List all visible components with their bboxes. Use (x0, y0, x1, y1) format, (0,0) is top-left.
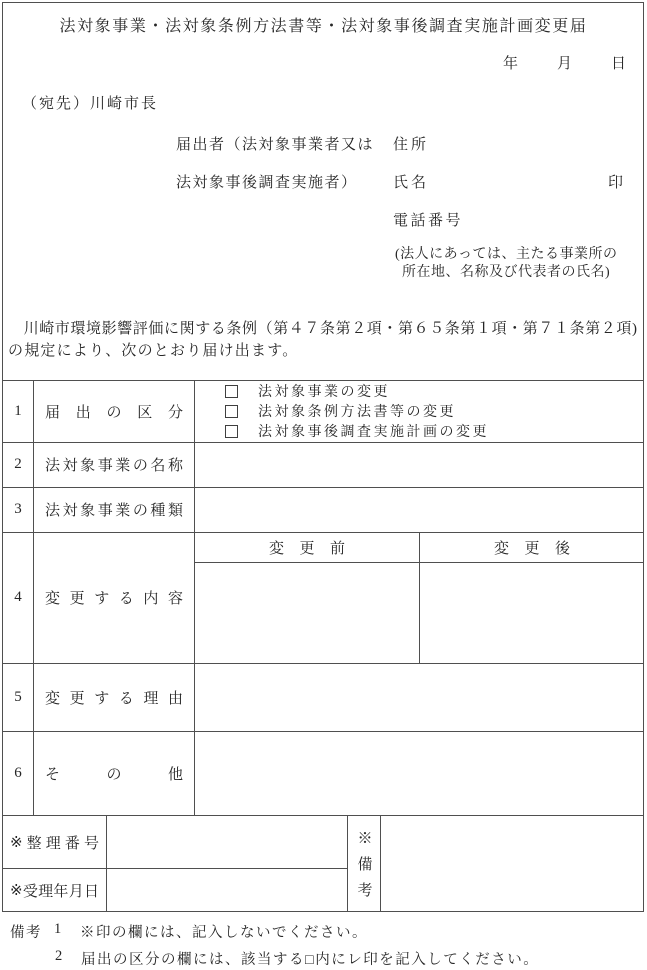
change-before-header: 変 更 前 (269, 540, 345, 557)
row-number-3: 3 (14, 501, 22, 517)
row-number-5: 5 (14, 688, 22, 705)
office-remarks-label: ※備考 (355, 830, 372, 908)
date-month-label: 月 (557, 56, 573, 72)
office-remarks-entry-cell[interactable] (381, 816, 644, 912)
reference-number-label: ※ 整 理 番 号 (10, 834, 99, 852)
row-label-business-name: 法 対 象 事 業 の 名 称 (45, 458, 183, 474)
other-entry-cell[interactable] (195, 732, 643, 814)
name-label: 氏名 (393, 175, 430, 191)
reference-number-entry-cell[interactable] (107, 816, 347, 868)
intro-line1: 川崎市環境影響評価に関する条例（第４７条第２項・第６５条第１項・第７１条第２項) (8, 321, 638, 337)
checkbox-icon[interactable] (225, 385, 238, 398)
date-day-label: 日 (611, 56, 627, 72)
addressee-label: （宛先）川崎市長 (22, 96, 159, 112)
row-label-other: そ の 他 (45, 766, 183, 783)
category-option-2 (195, 401, 643, 421)
row-number-2: 2 (14, 456, 22, 472)
row-label-business-type: 法 対 象 事 業 の 種 類 (45, 503, 183, 519)
declarant-line2: 法対象事後調査実施者） (176, 175, 358, 191)
change-after-header: 変 更 後 (494, 540, 570, 557)
receipt-date-entry-cell[interactable] (107, 869, 347, 912)
declarant-line1: 届出者（法対象事業者又は (176, 137, 375, 153)
category-option-label-2: 法対象条例方法書等の変更 (258, 405, 456, 420)
category-option-1 (195, 381, 643, 401)
row-number-6: 6 (14, 764, 22, 781)
date-year-label: 年 (503, 56, 519, 72)
note-2-text: 届出の区分の欄には、該当する□内にレ印を記入してください。 (81, 952, 540, 968)
business-type-entry-cell[interactable] (195, 488, 643, 532)
note-1-text: ※印の欄には、記入しないでください。 (80, 925, 368, 941)
note-1-number: 1 (54, 921, 62, 937)
category-option-label-3: 法対象事後調査実施計画の変更 (258, 425, 489, 440)
checkbox-icon[interactable] (225, 425, 238, 438)
corporate-note-line2: 所在地、名称及び代表者の氏名) (402, 265, 611, 280)
note-2-number: 2 (55, 948, 63, 964)
corporate-note-line1: (法人にあっては、主たる事業所の (395, 247, 618, 262)
office-remarks-label-cell (348, 815, 380, 912)
row-label-change-content: 変 更 す る 内 容 (45, 591, 183, 607)
notes-heading: 備考 (10, 925, 42, 941)
address-label: 住所 (393, 137, 430, 153)
date-line (503, 52, 626, 73)
receipt-date-label: ※ 受 理 年 月 日 (10, 883, 99, 900)
row-label-category: 届 出 の 区 分 (45, 404, 183, 421)
row-number-1: 1 (14, 402, 22, 419)
category-option-3 (195, 421, 643, 441)
business-name-entry-cell[interactable] (195, 443, 643, 487)
change-before-entry-cell[interactable] (195, 563, 418, 663)
row-number-4: 4 (14, 589, 22, 605)
row-label-change-reason: 変 更 す る 理 由 (45, 690, 183, 707)
intro-line2: の規定により、次のとおり届け出ます。 (8, 343, 299, 359)
phone-label: 電話番号 (393, 213, 464, 229)
change-after-entry-cell[interactable] (420, 563, 643, 663)
checkbox-icon[interactable] (225, 405, 238, 418)
change-reason-entry-cell[interactable] (195, 664, 643, 730)
seal-label: 印 (608, 175, 624, 191)
page-title: 法対象事業・法対象条例方法書等・法対象事後調査実施計画変更届 (59, 18, 588, 35)
category-option-label-1: 法対象事業の変更 (258, 385, 390, 400)
category-options (195, 381, 643, 441)
